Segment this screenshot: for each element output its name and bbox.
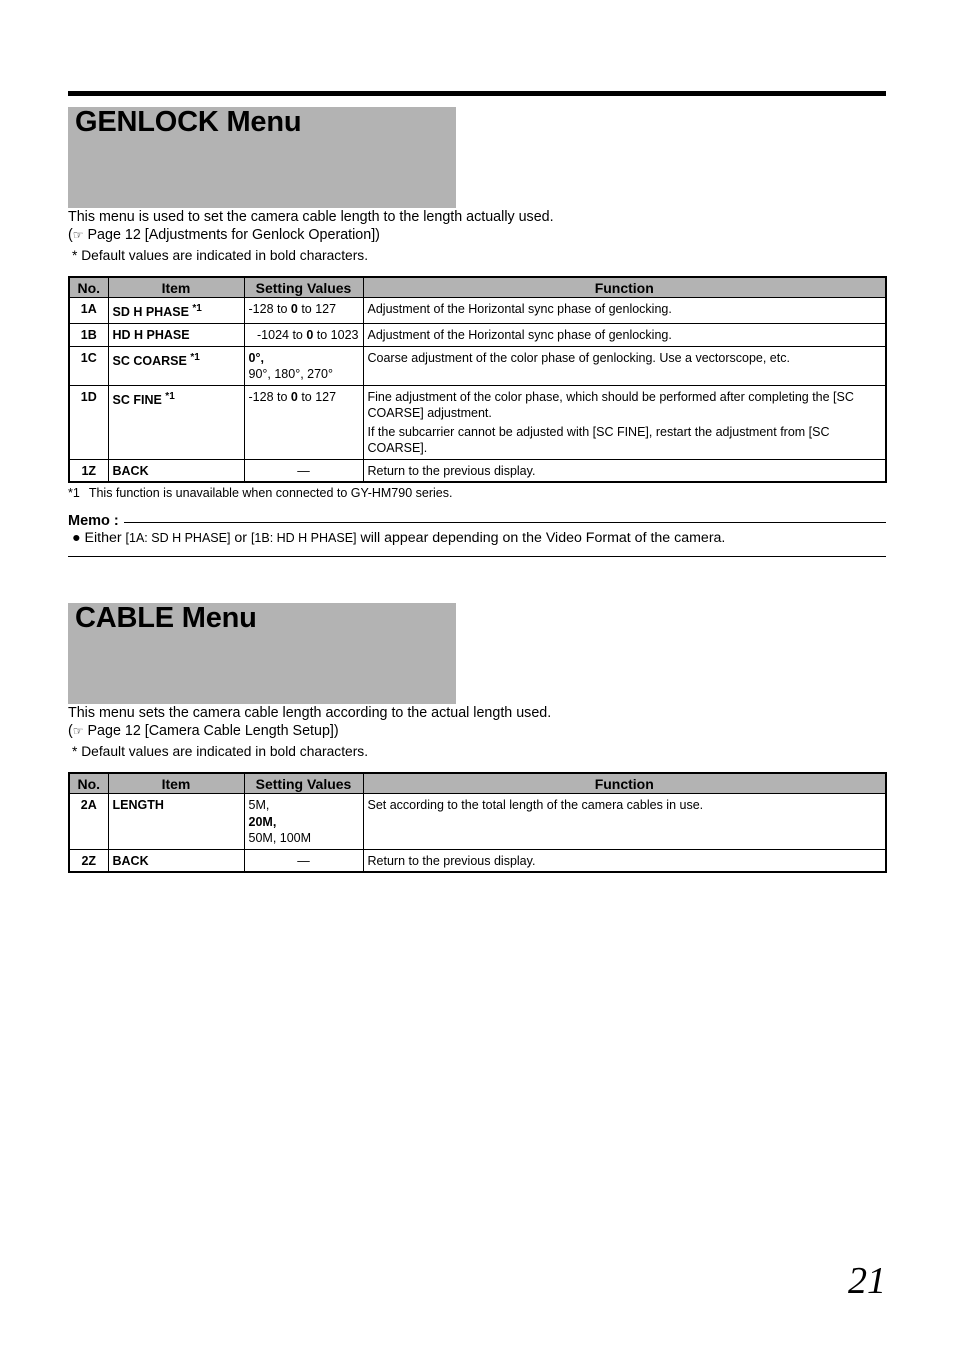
cable-intro-text: This menu sets the camera cable length according to the actual length used. [68, 705, 552, 721]
row-no: 1D [69, 385, 108, 459]
pointing-hand-icon: ☞ [72, 724, 84, 738]
table-row [69, 794, 886, 850]
row-setting: — [244, 459, 363, 482]
cable-intro [68, 704, 551, 761]
row-item: SD H PHASE $^{*1}$ [108, 298, 244, 324]
row-item: SC FINE $^{*1}$ [108, 385, 244, 459]
cable-title-box [68, 603, 456, 704]
genlock-intro [68, 208, 554, 265]
header-no: No. [69, 277, 108, 298]
header-no: No. [69, 773, 108, 794]
page-number: 21 [848, 1260, 886, 1302]
table-row [69, 346, 886, 385]
header-function: Function [363, 773, 886, 794]
cable-reference: (☞ Page 12 [Camera Cable Length Setup]) [68, 723, 339, 739]
memo-rule [68, 522, 886, 523]
row-no: 1Z [69, 459, 108, 482]
row-function: Coarse adjustment of the color phase of genlocking. Use a vectorscope, etc. [363, 346, 886, 385]
row-function: Return to the previous display. [363, 849, 886, 872]
header-setting-values: Setting Values [244, 277, 363, 298]
genlock-default-note: * Default values are indicated in bold characters. [72, 248, 369, 263]
table-row [69, 459, 886, 482]
genlock-title-box [68, 107, 456, 208]
row-setting: -128 to 0 to 127 [244, 298, 363, 324]
row-setting: — [244, 849, 363, 872]
row-no: 1C [69, 346, 108, 385]
footnote: *1 This function is unavailable when connected to GY-HM790 series. [68, 486, 453, 500]
row-no: 1A [69, 298, 108, 324]
row-setting: 5M, 20M, 50M, 100M [244, 794, 363, 850]
cable-default-note: * Default values are indicated in bold characters. [72, 744, 369, 759]
bullet-icon: ● [72, 530, 81, 546]
row-function: Adjustment of the Horizontal sync phase of genlocking. [363, 298, 886, 324]
row-function: Set according to the total length of the camera cables in use. [363, 794, 886, 850]
header-function: Function [363, 277, 886, 298]
row-item: LENGTH [108, 794, 244, 850]
genlock-title: GENLOCK Menu [75, 106, 302, 138]
row-function: Return to the previous display. [363, 459, 886, 482]
row-item: BACK [108, 849, 244, 872]
row-no: 2Z [69, 849, 108, 872]
row-function: Fine adjustment of the color phase, which should be performed after completing the [SC COARSE] adjustment. If the subcarrier cannot be adjusted with [SC FINE], restart the adjustment from [SC COARSE]. [363, 385, 886, 459]
row-setting: -1024 to 0 to 1023 [244, 324, 363, 347]
header-item: Item [108, 277, 244, 298]
genlock-table [68, 276, 887, 483]
row-function: Adjustment of the Horizontal sync phase of genlocking. [363, 324, 886, 347]
table-header-row [69, 773, 886, 794]
row-setting: 0°, 90°, 180°, 270° [244, 346, 363, 385]
genlock-intro-text: This menu is used to set the camera cable length to the length actually used. [68, 209, 554, 225]
memo-header [68, 513, 886, 531]
row-no: 2A [69, 794, 108, 850]
memo-bottom-rule [68, 556, 886, 557]
table-row [69, 385, 886, 459]
header-setting-values: Setting Values [244, 773, 363, 794]
pointing-hand-icon: ☞ [72, 228, 84, 242]
row-item: BACK [108, 459, 244, 482]
table-row [69, 298, 886, 324]
header-item: Item [108, 773, 244, 794]
genlock-reference: (☞ Page 12 [Adjustments for Genlock Operation]) [68, 227, 380, 243]
row-setting: -128 to 0 to 127 [244, 385, 363, 459]
table-row [69, 849, 886, 872]
table-row [69, 324, 886, 347]
memo-label: Memo : [68, 513, 124, 529]
cable-title: CABLE Menu [75, 602, 257, 634]
row-item: SC COARSE $^{*1}$ [108, 346, 244, 385]
memo-text: ● Either [1A: SD H PHASE] or [1B: HD H PHASE] will appear depending on the Video Format of the camera. [72, 530, 726, 546]
cable-table [68, 772, 887, 873]
row-item: HD H PHASE [108, 324, 244, 347]
row-no: 1B [69, 324, 108, 347]
top-rule [68, 91, 886, 96]
table-header-row [69, 277, 886, 298]
